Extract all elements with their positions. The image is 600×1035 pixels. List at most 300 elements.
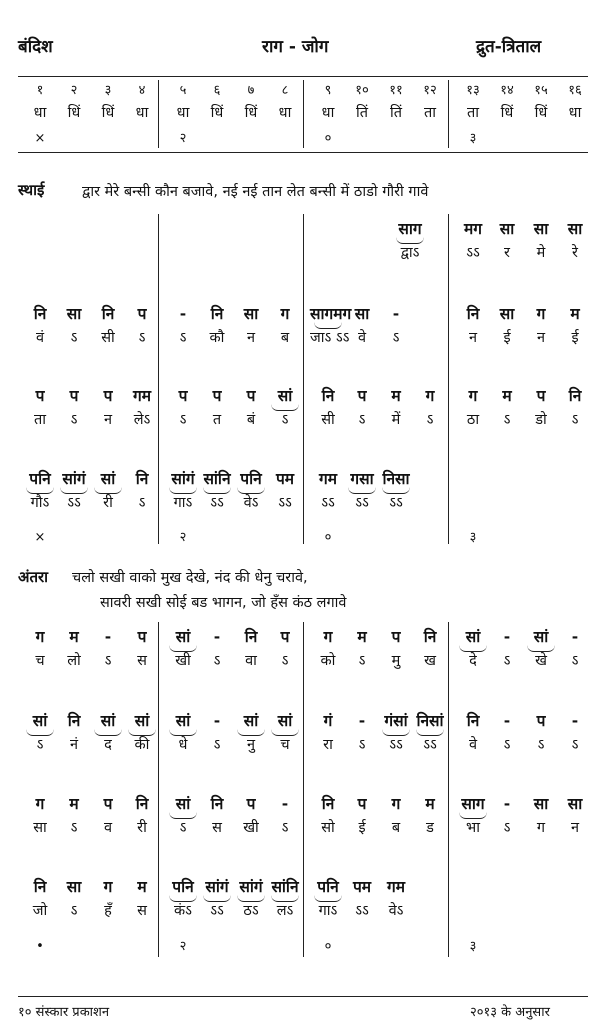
antara-meend-arc	[203, 895, 231, 902]
sthayi-taali-mark: ३	[469, 530, 477, 545]
antara-swara: -	[503, 712, 511, 730]
antara-swara: सां	[100, 712, 116, 730]
beat-number: ४	[138, 83, 146, 98]
sthayi-swara: नि	[101, 305, 115, 323]
antara-bol: ऽ	[213, 737, 221, 753]
antara-bol: दे	[469, 653, 477, 669]
beat-number: ११	[389, 83, 403, 98]
antara-bol: ड	[426, 820, 434, 836]
antara-bol: व	[103, 820, 113, 836]
antara-swara: म	[69, 628, 79, 646]
sthayi-bol: द्वाऽ	[400, 245, 420, 261]
antara-bol: ग	[536, 820, 546, 836]
sthayi-meend-arc	[203, 487, 231, 494]
sthayi-swara: प	[103, 387, 113, 405]
theka-divider-2	[303, 80, 304, 148]
theka-bol: ता	[423, 105, 437, 121]
theka-bol: धिं	[210, 105, 224, 121]
beat-number: ६	[213, 83, 221, 98]
antara-swara: सां	[243, 712, 259, 730]
antara-swara: सांनि	[271, 878, 299, 896]
sthayi-swara: प	[212, 387, 222, 405]
sthayi-swara: गम	[133, 387, 151, 405]
antara-divider-2	[303, 622, 304, 957]
beat-number: १२	[423, 83, 437, 98]
sthayi-bol: ब	[280, 330, 290, 346]
sthayi-bol: ऽ	[281, 412, 289, 428]
sthayi-swara: नि	[568, 387, 582, 405]
antara-bol: स	[137, 903, 147, 919]
antara-swara: म	[137, 878, 147, 896]
sthayi-bol: ऽ	[358, 412, 366, 428]
antara-bol: ऽ	[36, 737, 44, 753]
sthayi-bol: ऽऽ	[355, 495, 369, 511]
antara-swara: सां	[465, 628, 481, 646]
theka-bol: धिं	[101, 105, 115, 121]
sthayi-meend-arc	[314, 322, 342, 329]
sthayi-swara: पनि	[29, 470, 51, 488]
sthayi-bol: ऽ	[138, 330, 146, 346]
antara-bol: मु	[391, 653, 401, 669]
sthayi-bol: गाऽ	[173, 495, 193, 511]
antara-bol: सा	[33, 820, 47, 836]
sthayi-swara: प	[35, 387, 45, 405]
theka-bol: धा	[176, 105, 190, 121]
antara-swara: नि	[466, 712, 480, 730]
antara-swara: प	[391, 628, 401, 646]
antara-bol: हँ	[104, 903, 112, 919]
antara-bol: ख	[424, 653, 436, 669]
sthayi-meend-arc	[60, 487, 88, 494]
sthayi-swara: नि	[210, 305, 224, 323]
sthayi-swara: साग	[398, 220, 422, 238]
antara-bol: ऽ	[358, 737, 366, 753]
antara-swara: पम	[352, 878, 372, 896]
sthayi-bol: न	[468, 330, 478, 346]
sthayi-bol: लेऽ	[133, 412, 151, 428]
sthayi-bol: ता	[33, 412, 47, 428]
sthayi-swara: नि	[321, 387, 335, 405]
antara-swara: पनि	[317, 878, 339, 896]
footer-left: १० संस्कार प्रकाशन	[18, 1005, 110, 1020]
sthayi-meend-arc	[237, 487, 265, 494]
sthayi-bol: न	[103, 412, 113, 428]
antara-label: अंतरा	[18, 568, 49, 586]
antara-swara: ग	[35, 795, 45, 813]
antara-bol: ठऽ	[243, 903, 259, 919]
sthayi-taali-mark: ०	[324, 530, 332, 545]
sthayi-swara: निसा	[382, 470, 410, 488]
sthayi-bol: ऽ	[571, 412, 579, 428]
antara-bol: लऽ	[276, 903, 294, 919]
theka-bol: धा	[135, 105, 149, 121]
antara-swara: प	[137, 628, 147, 646]
antara-bol: ऽ	[213, 653, 221, 669]
sthayi-bol: ऽ	[70, 330, 78, 346]
theka-bol: धा	[33, 105, 47, 121]
antara-bol: ऽ	[571, 653, 579, 669]
sthayi-swara: म	[570, 305, 580, 323]
beat-number: ५	[179, 83, 187, 98]
antara-bol: ऽ	[104, 653, 112, 669]
antara-meend-arc	[169, 895, 197, 902]
antara-swara: -	[281, 795, 289, 813]
sthayi-swara: ग	[536, 305, 546, 323]
sthayi-swara: सा	[66, 305, 82, 323]
sthayi-swara: नि	[33, 305, 47, 323]
sthayi-bol: ऽ	[392, 330, 400, 346]
antara-swara: -	[503, 795, 511, 813]
antara-swara: सांगं	[205, 878, 229, 896]
sthayi-swara: ग	[425, 387, 435, 405]
beat-number: १५	[534, 83, 548, 98]
sthayi-swara: सा	[499, 220, 515, 238]
antara-swara: सांगं	[239, 878, 263, 896]
sthayi-swara: प	[178, 387, 188, 405]
sthayi-bol: बं	[246, 412, 256, 428]
sthayi-bol: ऽऽ	[466, 245, 480, 261]
antara-bol: ऽ	[179, 820, 187, 836]
sthayi-bol: ऽऽ	[321, 495, 335, 511]
sthayi-swara: पम	[275, 470, 295, 488]
sthayi-bol: ऽ	[179, 330, 187, 346]
antara-swara: -	[571, 628, 579, 646]
sthayi-bol: त	[212, 412, 222, 428]
antara-bol: गाऽ	[318, 903, 338, 919]
antara-bol: द	[104, 737, 112, 753]
antara-swara: नि	[244, 628, 258, 646]
footer-right: २०१३ के अनुसार	[470, 1005, 550, 1020]
antara-bol: च	[280, 737, 290, 753]
antara-bol: भा	[466, 820, 480, 836]
antara-bol: री	[137, 820, 147, 836]
antara-swara: प	[280, 628, 290, 646]
antara-bol: ऽ	[503, 820, 511, 836]
antara-swara: सा	[533, 795, 549, 813]
sthayi-bol: ऽ	[70, 412, 78, 428]
antara-meend-arc	[169, 812, 197, 819]
antara-swara: -	[104, 628, 112, 646]
footer-rule	[18, 996, 588, 997]
antara-bol: खी	[243, 820, 259, 836]
antara-meend-arc	[459, 645, 487, 652]
antara-bol: ऽऽ	[355, 903, 369, 919]
sthayi-bol: जाऽ ऽऽ	[310, 330, 350, 346]
antara-swara: -	[503, 628, 511, 646]
sthayi-bol: मे	[536, 245, 546, 261]
theka-bol: धिं	[67, 105, 81, 121]
antara-swara: सां	[175, 795, 191, 813]
antara-swara: सां	[32, 712, 48, 730]
sthayi-swara: गम	[319, 470, 337, 488]
antara-bol: च	[35, 653, 45, 669]
antara-bol: को	[320, 653, 336, 669]
antara-swara: सां	[533, 628, 549, 646]
antara-bol: ब	[391, 820, 401, 836]
sthayi-swara: प	[536, 387, 546, 405]
antara-meend-arc	[382, 729, 410, 736]
sthayi-bol: ऽऽ	[67, 495, 81, 511]
sthayi-bol: में	[391, 412, 401, 428]
sthayi-swara: सा	[533, 220, 549, 238]
sthayi-meend-arc	[382, 487, 410, 494]
sthayi-bol: ऽऽ	[210, 495, 224, 511]
sthayi-swara: प	[357, 387, 367, 405]
sthayi-bol: ऽ	[179, 412, 187, 428]
theka-top-rule	[18, 76, 588, 77]
antara-meend-arc	[169, 645, 197, 652]
sthayi-bol: ऽ	[426, 412, 434, 428]
sthayi-swara: सा	[354, 305, 370, 323]
sthayi-meend-arc	[169, 487, 197, 494]
antara-swara: नि	[33, 878, 47, 896]
antara-swara: निसां	[416, 712, 444, 730]
antara-swara: सां	[134, 712, 150, 730]
antara-meend-arc	[169, 729, 197, 736]
antara-swara: गं	[323, 712, 333, 730]
sthayi-swara: सां	[277, 387, 293, 405]
antara-meend-arc	[237, 895, 265, 902]
sthayi-swara: सा	[243, 305, 259, 323]
antara-bol: वा	[245, 653, 257, 669]
sthayi-bol: रे	[572, 245, 578, 261]
sthayi-bol: वं	[35, 330, 45, 346]
sthayi-swara: -	[179, 305, 187, 323]
sthayi-bol: ऽऽ	[278, 495, 292, 511]
antara-bol: नु	[246, 737, 256, 753]
sthayi-taali-mark: २	[179, 530, 187, 545]
antara-swara: -	[213, 712, 221, 730]
antara-swara: प	[357, 795, 367, 813]
antara-swara: गंसां	[384, 712, 408, 730]
antara-lyric-line-2: सावरी सखी सोई बड भागन, जो हँस कंठ लगावे	[100, 595, 347, 611]
theka-bol: ता	[466, 105, 480, 121]
taal-title: द्रुत-त्रिताल	[476, 37, 542, 57]
sthayi-bol: वेऽ	[243, 495, 259, 511]
sthayi-swara: सांगं	[62, 470, 86, 488]
sthayi-swara: सांगं	[171, 470, 195, 488]
antara-swara: म	[357, 628, 367, 646]
antara-taali-mark: ०	[324, 939, 332, 954]
antara-swara: पनि	[172, 878, 194, 896]
sthayi-swara: पनि	[240, 470, 262, 488]
antara-swara: ग	[103, 878, 113, 896]
sthayi-swara: सांनि	[203, 470, 231, 488]
antara-swara: -	[213, 628, 221, 646]
antara-swara: नि	[135, 795, 149, 813]
antara-bol: नं	[69, 737, 79, 753]
sthayi-bol: ई	[503, 330, 511, 346]
beat-number: ९	[324, 83, 332, 98]
sthayi-swara: नि	[135, 470, 149, 488]
antara-swara: सां	[175, 712, 191, 730]
antara-bol: ऽ	[537, 737, 545, 753]
sthayi-taali-mark: ×	[34, 530, 46, 545]
antara-bol: न	[570, 820, 580, 836]
antara-meend-arc	[94, 729, 122, 736]
antara-swara: प	[246, 795, 256, 813]
antara-bol: ऽ	[358, 653, 366, 669]
antara-swara: सा	[66, 878, 82, 896]
antara-meend-arc	[416, 729, 444, 736]
antara-swara: गम	[387, 878, 405, 896]
antara-meend-arc	[314, 895, 342, 902]
beat-number: १४	[500, 83, 514, 98]
antara-bol: ऽ	[503, 737, 511, 753]
antara-bol: वे	[468, 737, 478, 753]
beat-number: १३	[466, 83, 480, 98]
antara-swara: नि	[321, 795, 335, 813]
theka-bol: धा	[568, 105, 582, 121]
antara-bol: स	[137, 653, 147, 669]
sthayi-bol: न	[246, 330, 256, 346]
sthayi-bol: ऽऽ	[389, 495, 403, 511]
antara-bol: ऽऽ	[423, 737, 437, 753]
theka-bol: धिं	[244, 105, 258, 121]
antara-divider-3	[448, 622, 449, 957]
theka-bol: धा	[278, 105, 292, 121]
antara-taali-mark: ३	[469, 939, 477, 954]
beat-number: ३	[104, 83, 112, 98]
antara-swara: साग	[461, 795, 485, 813]
antara-meend-arc	[271, 729, 299, 736]
sthayi-bol: कौ	[209, 330, 225, 346]
theka-divider-3	[448, 80, 449, 148]
antara-bol: वेऽ	[388, 903, 404, 919]
sthayi-swara: प	[137, 305, 147, 323]
antara-bol: ऽ	[281, 653, 289, 669]
antara-meend-arc	[26, 729, 54, 736]
sthayi-bol: ऽ	[138, 495, 146, 511]
antara-swara: ग	[391, 795, 401, 813]
theka-bottom-rule	[18, 152, 588, 153]
sthayi-divider-2	[303, 214, 304, 544]
sthayi-swara: गसा	[350, 470, 374, 488]
beat-number: १६	[568, 83, 582, 98]
sthayi-swara: नि	[466, 305, 480, 323]
antara-swara: नि	[423, 628, 437, 646]
sthayi-swara: सां	[100, 470, 116, 488]
beat-number: २	[70, 83, 78, 98]
sthayi-meend-arc	[348, 487, 376, 494]
sthayi-divider-3	[448, 214, 449, 544]
antara-meend-arc	[237, 729, 265, 736]
antara-bol: रा	[323, 737, 333, 753]
antara-meend-arc	[459, 812, 487, 819]
beat-number: १०	[355, 83, 369, 98]
antara-swara: प	[536, 712, 546, 730]
sthayi-swara: म	[391, 387, 401, 405]
sthayi-swara: सागमग	[310, 305, 352, 323]
sthayi-bol: न	[536, 330, 546, 346]
sthayi-swara: ग	[280, 305, 290, 323]
antara-bol: लो	[67, 653, 81, 669]
antara-swara: सां	[175, 628, 191, 646]
antara-bol: जो	[32, 903, 48, 919]
antara-bol: ई	[358, 820, 366, 836]
sthayi-swara: प	[246, 387, 256, 405]
antara-swara: ग	[323, 628, 333, 646]
antara-bol: ऽऽ	[389, 737, 403, 753]
antara-taali-mark: •	[36, 939, 44, 954]
beat-number: ८	[281, 83, 289, 98]
antara-meend-arc	[271, 895, 299, 902]
beat-number: ७	[247, 83, 255, 98]
antara-bol: खे	[535, 653, 547, 669]
antara-bol: ऽ	[281, 820, 289, 836]
taali-mark: ×	[34, 131, 46, 146]
theka-bol: तिं	[389, 105, 403, 121]
theka-bol: तिं	[355, 105, 369, 121]
sthayi-swara: ग	[468, 387, 478, 405]
sthayi-meend-arc	[94, 487, 122, 494]
sthayi-swara: मग	[464, 220, 482, 238]
antara-bol: धे	[178, 737, 188, 753]
antara-bol: ऽ	[70, 903, 78, 919]
antara-swara: सा	[567, 795, 583, 813]
sthayi-bol: र	[504, 245, 510, 261]
sthayi-label: स्थाई	[18, 181, 45, 199]
antara-bol: स	[212, 820, 222, 836]
header-left: बंदिश	[18, 37, 53, 57]
sthayi-swara: सा	[567, 220, 583, 238]
antara-taali-mark: २	[179, 939, 187, 954]
sthayi-swara: प	[69, 387, 79, 405]
antara-bol: ऽऽ	[210, 903, 224, 919]
sthayi-bol: ऽ	[503, 412, 511, 428]
sthayi-bol: वे	[357, 330, 367, 346]
sthayi-swara: म	[502, 387, 512, 405]
antara-meend-arc	[527, 645, 555, 652]
antara-meend-arc	[128, 729, 156, 736]
sthayi-bol: ठा	[466, 412, 480, 428]
antara-swara: म	[69, 795, 79, 813]
theka-bol: धिं	[500, 105, 514, 121]
antara-bol: सो	[321, 820, 335, 836]
antara-bol: की	[134, 737, 150, 753]
sthayi-bol: सी	[321, 412, 335, 428]
antara-swara: सां	[277, 712, 293, 730]
sthayi-swara: सा	[499, 305, 515, 323]
sthayi-lyric: द्वार मेरे बन्सी कौन बजावे, नई नई तान लेत बन्सी में ठाडो गौरी गावे	[82, 184, 429, 200]
antara-bol: ऽ	[503, 653, 511, 669]
sthayi-bol: ई	[571, 330, 579, 346]
antara-bol: कंऽ	[174, 903, 192, 919]
antara-swara: म	[425, 795, 435, 813]
sthayi-meend-arc	[396, 237, 424, 244]
taali-mark: २	[179, 131, 187, 146]
antara-swara: -	[571, 712, 579, 730]
antara-swara: प	[103, 795, 113, 813]
antara-swara: नि	[210, 795, 224, 813]
antara-bol: ऽ	[571, 737, 579, 753]
raga-title: राग - जोग	[262, 37, 329, 57]
antara-lyric-line-1: चलो सखी वाको मुख देखे, नंद की धेनु चरावे,	[72, 570, 308, 586]
theka-bol: धा	[321, 105, 335, 121]
theka-bol: धिं	[534, 105, 548, 121]
sthayi-meend-arc	[271, 404, 299, 411]
antara-swara: -	[358, 712, 366, 730]
sthayi-bol: सी	[101, 330, 115, 346]
sthayi-bol: री	[103, 495, 113, 511]
antara-bol: ऽ	[70, 820, 78, 836]
sthayi-bol: गौऽ	[30, 495, 50, 511]
taali-mark: ०	[324, 131, 332, 146]
beat-number: १	[36, 83, 44, 98]
sthayi-bol: डो	[535, 412, 547, 428]
taali-mark: ३	[469, 131, 477, 146]
antara-bol: खी	[175, 653, 191, 669]
